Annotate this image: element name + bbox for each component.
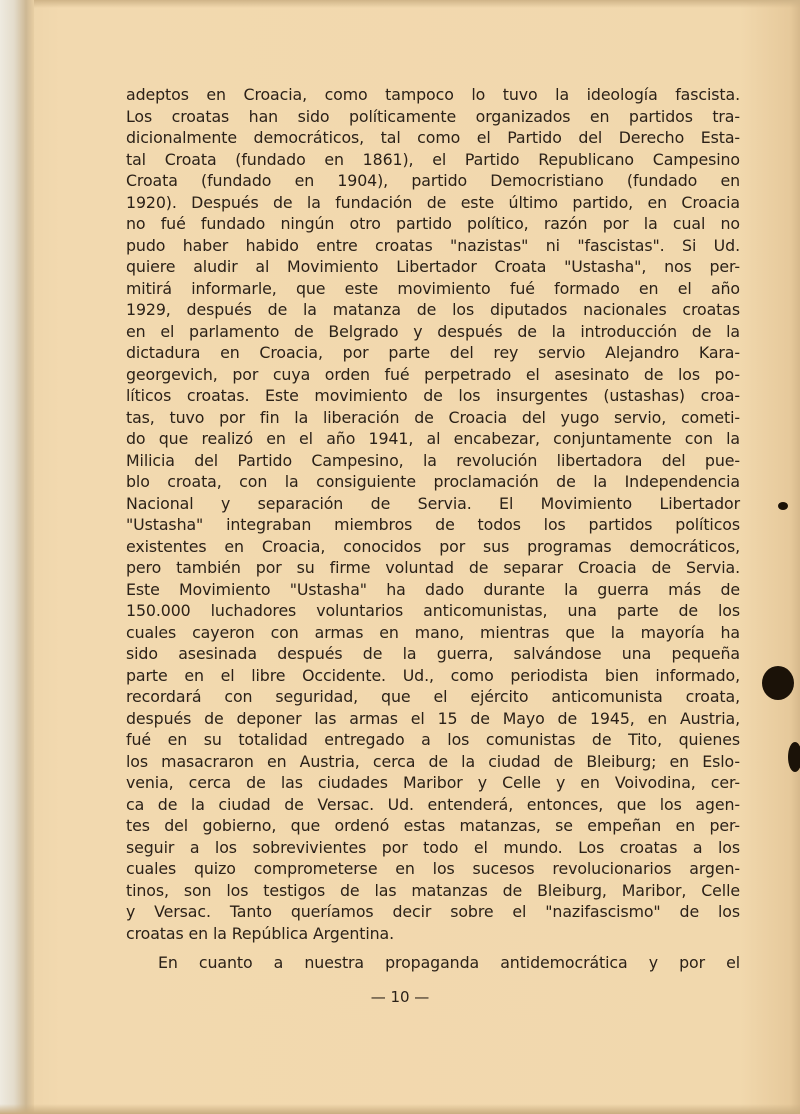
page-bottom-shadow: [0, 1104, 800, 1114]
text-line: "Ustasha" integraban miembros de todos los partidos políticos: [126, 515, 740, 534]
text-line: quiere aludir al Movimiento Libertador Croata "Ustasha", nos per-: [126, 257, 740, 276]
paragraph-2: [126, 952, 740, 974]
text-line: Este Movimiento "Ustasha" ha dado durante la guerra más de: [126, 579, 740, 599]
text-line: 1920). Después de la fundación de este último partido, en Croacia: [126, 192, 740, 212]
text-line: cuales quizo comprometerse en los sucesos revolucionarios argen-: [126, 859, 740, 878]
text-line: pero también por su firme voluntad de separar Croacia de Servia.: [126, 558, 740, 577]
text-line: dictadura en Croacia, por parte del rey servio Alejandro Kara-: [126, 343, 740, 362]
text-line: Milicia del Partido Campesino, la revolución libertadora del pue-: [126, 450, 740, 470]
text-line: 150.000 luchadores voluntarios anticomunistas, una parte de los: [126, 601, 740, 620]
text-line: tal Croata (fundado en 1861), el Partido Republicano Campesino: [126, 149, 740, 169]
text-line: do que realizó en el año 1941, al encabezar, conjuntamente con la: [126, 429, 740, 448]
text-line: sido asesinada después de la guerra, salvándose una pequeña: [126, 644, 740, 663]
text-line: blo croata, con la consiguiente proclamación de la Independencia: [126, 472, 740, 491]
text-line: adeptos en Croacia, como tampoco lo tuvo la ideología fascista.: [126, 85, 740, 104]
text-line: en el parlamento de Belgrado y después de la introducción de la: [126, 321, 740, 341]
punch-hole-large: [762, 666, 794, 700]
text-line: tas, tuvo por fin la liberación de Croacia del yugo servio, cometi-: [126, 407, 740, 427]
text-line: no fué fundado ningún otro partido político, razón por la cual no: [126, 214, 740, 233]
text-line: En cuanto a nuestra propaganda antidemocrática y por el: [158, 953, 740, 972]
text-line: fué en su totalidad entregado a los comunistas de Tito, quienes: [126, 730, 740, 749]
body-text: [126, 84, 740, 974]
text-line: recordará con seguridad, que el ejército anticomunista croata,: [126, 687, 740, 706]
text-line: seguir a los sobrevivientes por todo el mundo. Los croatas a los: [126, 837, 740, 857]
text-line: pudo haber habido entre croatas "nazistas" ni "fascistas". Si Ud.: [126, 235, 740, 255]
text-line: parte en el libre Occidente. Ud., como periodista bien informado,: [126, 665, 740, 685]
page-top-shadow: [34, 0, 800, 8]
text-line: existentes en Croacia, conocidos por sus programas democráticos,: [126, 536, 740, 556]
text-line: mitirá informarle, que este movimiento fué formado en el año: [126, 278, 740, 298]
text-line: tinos, son los testigos de las matanzas de Bleiburg, Maribor, Celle: [126, 880, 740, 900]
page-left-margin: [0, 0, 34, 1114]
punch-hole-small: [778, 502, 788, 510]
text-line: Nacional y separación de Servia. El Movimiento Libertador: [126, 493, 740, 513]
text-line: ca de la ciudad de Versac. Ud. entenderá, entonces, que los agen-: [126, 794, 740, 814]
text-line: cuales cayeron con armas en mano, mientras que la mayoría ha: [126, 622, 740, 642]
text-line: georgevich, por cuya orden fué perpetrado el asesinato de los po-: [126, 364, 740, 384]
paragraph-1: [126, 84, 740, 944]
text-line: tes del gobierno, que ordenó estas matanzas, se empeñan en per-: [126, 816, 740, 835]
text-line: después de deponer las armas el 15 de Mayo de 1945, en Austria,: [126, 708, 740, 728]
text-line: y Versac. Tanto queríamos decir sobre el "nazifascismo" de los: [126, 902, 740, 921]
text-line: Los croatas han sido políticamente organizados en partidos tra-: [126, 106, 740, 126]
text-line: Croata (fundado en 1904), partido Democristiano (fundado en: [126, 171, 740, 190]
text-line: croatas en la República Argentina.: [126, 923, 395, 943]
text-line: los masacraron en Austria, cerca de la ciudad de Bleiburg; en Eslo-: [126, 751, 740, 771]
punch-hole-edge: [788, 742, 800, 772]
text-line: líticos croatas. Este movimiento de los insurgentes (ustashas) croa-: [126, 386, 740, 405]
page-number: — 10 —: [370, 988, 430, 1006]
text-line: dicionalmente democráticos, tal como el Partido del Derecho Esta-: [126, 128, 740, 147]
text-line: 1929, después de la matanza de los diputados nacionales croatas: [126, 300, 740, 319]
text-line: venia, cerca de las ciudades Maribor y Celle y en Voivodina, cer-: [126, 773, 740, 792]
